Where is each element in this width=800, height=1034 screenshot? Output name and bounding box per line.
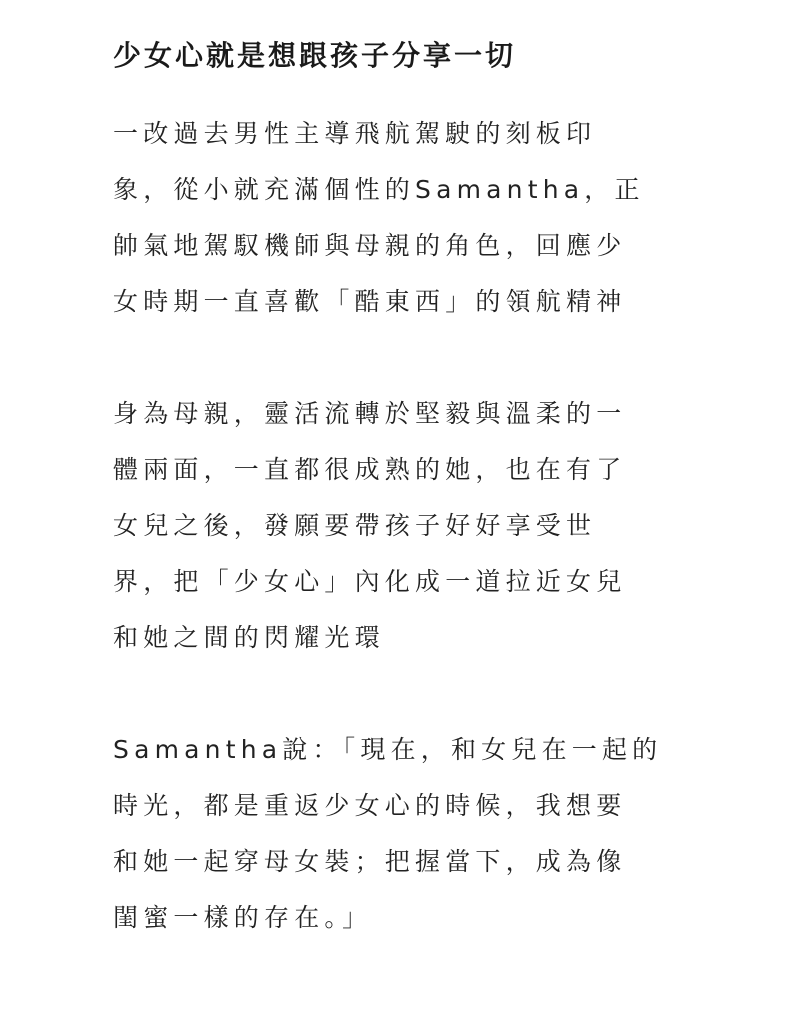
paragraph-line: Samantha說：「現在，和女兒在一起的 [113,735,663,764]
paragraph-line: 身為母親，靈活流轉於堅毅與溫柔的一 [113,399,627,428]
paragraph-line: 帥氣地駕馭機師與母親的角色，回應少 [113,231,627,260]
paragraph-line: 界，把「少女心」內化成一道拉近女兒 [113,567,627,596]
paragraph-line: 體兩面，一直都很成熟的她，也在有了 [113,455,627,484]
paragraph-line: 和她之間的閃耀光環 [113,623,385,652]
paragraph-line: 和她一起穿母女裝；把握當下，成為像 [113,847,627,876]
article-title: 少女心就是想跟孩子分享一切 [113,39,517,72]
paragraph-2 [113,386,688,666]
paragraph-line: 一改過去男性主導飛航駕駛的刻板印 [113,119,597,148]
paragraph-line: 閨蜜一樣的存在。」 [113,903,373,932]
paragraph-line: 時光，都是重返少女心的時候，我想要 [113,791,627,820]
paragraph-line: 女兒之後，發願要帶孩子好好享受世 [113,511,597,540]
paragraph-1 [113,106,688,330]
article [113,34,688,946]
paragraph-line: 女時期一直喜歡「酷東西」的領航精神 [113,287,627,316]
paragraph-3 [113,722,688,946]
paragraph-line: 象，從小就充滿個性的Samantha，正 [113,175,645,204]
